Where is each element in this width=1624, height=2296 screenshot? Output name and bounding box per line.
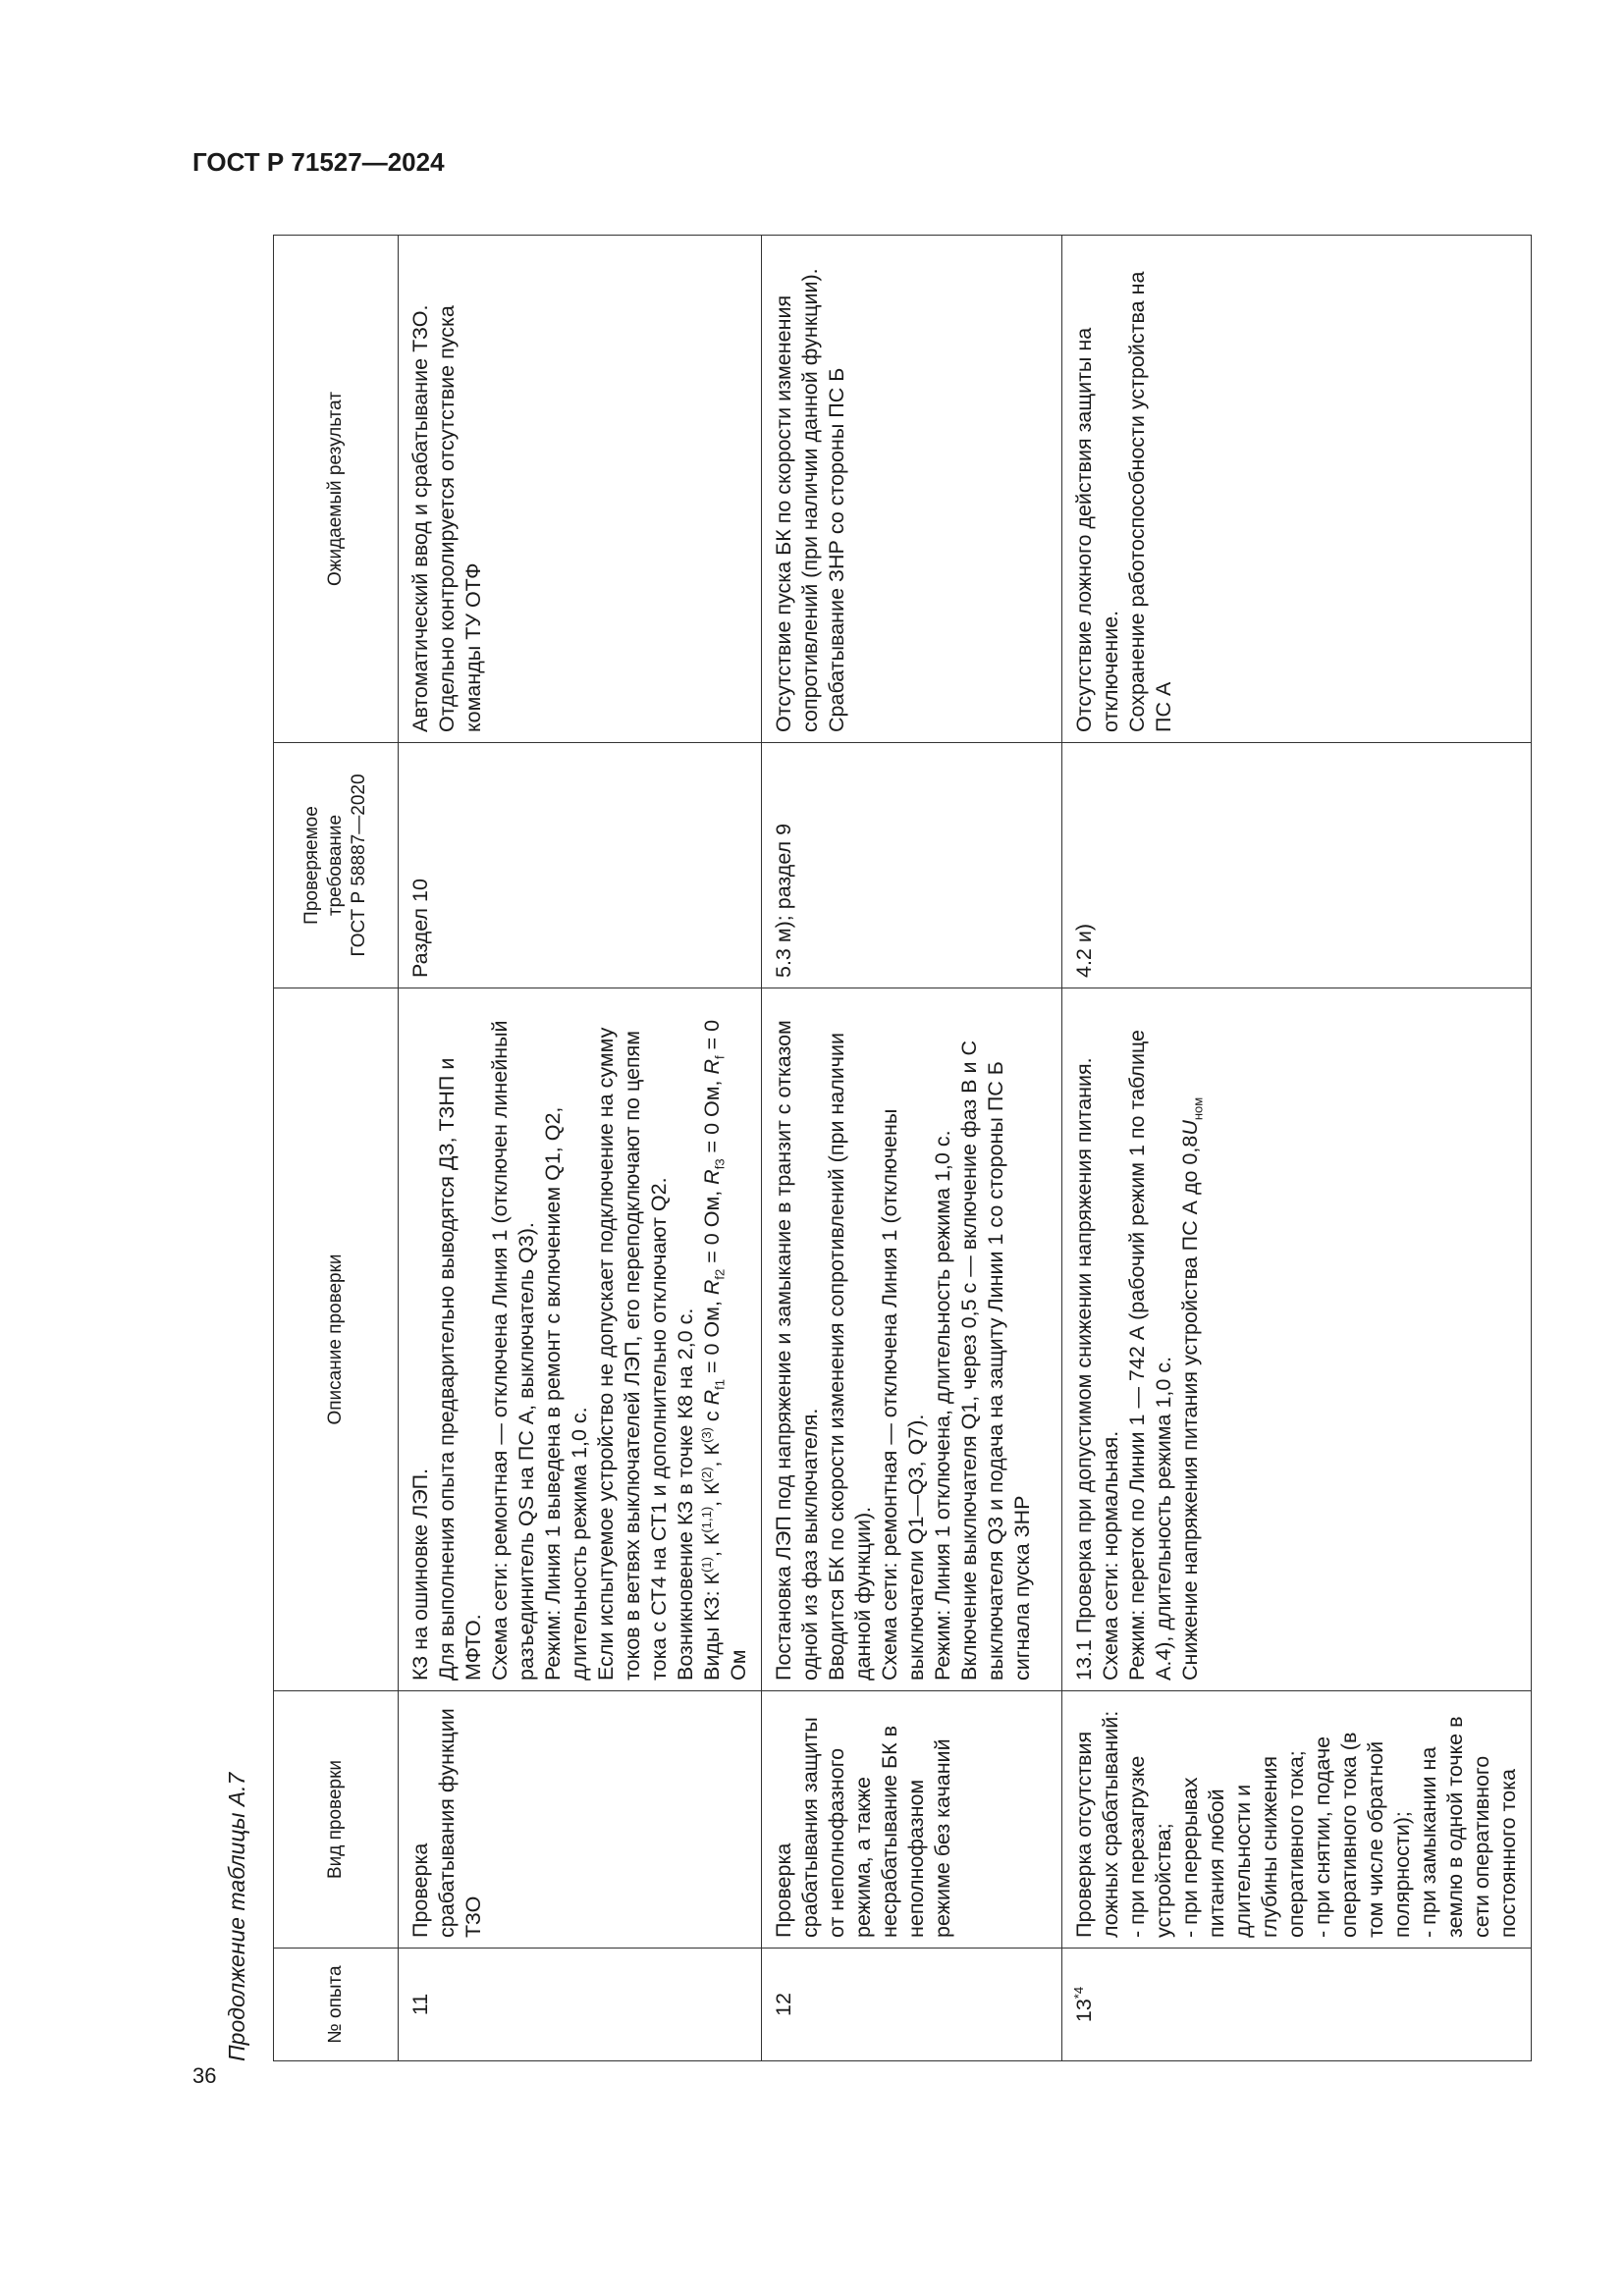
desc-p5: Включение выключателя Q1, через 0,5 с — включение фаз В и С выключателя Q3 и подача на защиту Линии 1 со стороны ПС Б сигнала пуска ЗНР — [957, 1041, 1034, 1681]
tests-table — [273, 235, 1532, 2061]
k11-sup: (1,1) — [698, 1506, 714, 1533]
desc-prep: Для выполнения опыта предварительно выводятся ДЗ, ТЗНП и МФТО. — [435, 1057, 485, 1681]
header-description: Описание проверки — [274, 988, 399, 1691]
table-header-row — [274, 236, 399, 2061]
kinds-prefix: Виды КЗ: К — [700, 1572, 724, 1681]
desc-device: Если испытуемое устройство не допускает подключение на сумму токов в ветвях выключателей ЛЭП, его переподключают по цепям тока с СТ4 на СТ1 и дополнительно отключают Q2. — [594, 1027, 671, 1681]
type-item: - при перерывах питания любой длительности и глубины снижения оперативного тока; — [1178, 1750, 1308, 1938]
desc-fault: Возникновение КЗ в точке К8 на 2,0 с. — [674, 1308, 697, 1681]
row-type: Проверка срабатывания защиты от неполнофазного режима, а также несрабатывание БК в неполнофазном режиме без качаний — [762, 1691, 1062, 1949]
desc-p1: Постановка ЛЭП под напряжение и замыкание в транзит с отказом одной из фаз выключателя. — [772, 1020, 822, 1681]
desc-scheme: Схема сети: ремонтная — отключена Линия 1 (отключен линейный разъединитель QS на ПС А, выключатель Q3). — [488, 1020, 538, 1681]
row-requirement: Раздел 10 — [399, 743, 762, 988]
k2-sup: (2) — [698, 1467, 714, 1483]
table-row — [1062, 236, 1532, 2061]
result-line1: Автоматический ввод и срабатывание ТЗО. — [408, 304, 432, 732]
row-requirement: 5.3 м); раздел 9 — [762, 743, 1062, 988]
result-line1: Отсутствие пуска БК по скорости изменения сопротивлений (при наличии данной функции). — [772, 268, 822, 732]
row-result — [399, 236, 762, 743]
table-row — [762, 236, 1062, 2061]
header-requirement-line1: Проверяемое — [301, 806, 322, 925]
desc-p4: Режим: Линия 1 отключена, длительность режима 1,0 с. — [931, 1130, 954, 1681]
table-continuation-caption: Продолжение таблицы А.7 — [224, 1772, 249, 2061]
row-number: 13$^{*4}$ — [1062, 1949, 1532, 2061]
desc-p1: 13.1 Проверка при допустимом снижении напряжения питания. — [1072, 1057, 1096, 1681]
type-item: - при снятии, подаче оперативного тока (в том числе обратной полярности); — [1311, 1732, 1414, 1938]
desc-p2: Схема сети: нормальная. — [1099, 1430, 1122, 1681]
footnote-ref: *4 — [1070, 1986, 1086, 2000]
type-item: - при замыкании на землю в одной точке в сети оперативного постоянного тока — [1417, 1716, 1520, 1938]
desc-p3: Режим: переток по Линии 1 — 742 А (рабочий режим 1 по таблице А.4), длительность режима 1,0 с. — [1125, 1030, 1175, 1681]
desc-lead: КЗ на ошиновке ЛЭП. — [408, 1468, 432, 1681]
header-requirement — [274, 743, 399, 988]
result-line1: Отсутствие ложного действия защиты на отключение. — [1072, 327, 1122, 732]
desc-p2: Вводится БК по скорости изменения сопротивлений (при наличии данной функции). — [825, 1032, 875, 1681]
k1-sup: (1) — [698, 1557, 714, 1573]
type-lead: Проверка отсутствия ложных срабатываний: — [1072, 1710, 1122, 1938]
row-description — [399, 988, 762, 1691]
document-title: ГОСТ Р 71527—2024 — [192, 147, 445, 177]
row-result — [1062, 236, 1532, 743]
row-number: 12 — [762, 1949, 1062, 2061]
row-type: Проверка срабатывания функции ТЗО — [399, 1691, 762, 1949]
rotated-table-area — [224, 236, 1520, 2061]
header-requirement-line3: ГОСТ Р 58887—2020 — [349, 774, 369, 957]
row-result — [762, 236, 1062, 743]
k3-sup: (3) — [698, 1427, 714, 1443]
row-description — [1062, 988, 1532, 1691]
page-number: 36 — [192, 2063, 217, 2088]
desc-mode: Режим: Линия 1 выведена в ремонт с включением Q1, Q2, длительность режима 1,0 с. — [541, 1106, 591, 1681]
row-type — [1062, 1691, 1532, 1949]
row-requirement: 4.2 и) — [1062, 743, 1532, 988]
result-line2: Сохранение работоспособности устройства на ПС А — [1125, 271, 1175, 732]
row-number: 11 — [399, 1949, 762, 2061]
table-row — [399, 236, 762, 2061]
header-number: № опыта — [274, 1949, 399, 2061]
row-description — [762, 988, 1062, 1691]
header-requirement-line2: требование — [325, 814, 346, 917]
result-line2: Срабатывание ЗНР со стороны ПС Б — [825, 367, 848, 732]
desc-fault-kinds: Виды КЗ: $К^{(1)}$, К$^{(1,1)}$, $К^{(2)}$, $К^{(3)}$ с $R_{f1} = 0$ Ом, $R_{f2} = 0$ Ом, $R_{f3} = 0$ Ом, $R_f = 0$ Ом — [698, 1019, 750, 1681]
desc-p3: Схема сети: ремонтная — отключена Линия 1 (отключены выключатели Q1—Q3, Q7). — [878, 1108, 928, 1681]
header-result: Ожидаемый результат — [274, 236, 399, 743]
result-line2: Отдельно контролируется отсутствие пуска команды ТУ ОТФ — [435, 305, 485, 732]
desc-p4: Снижение напряжения питания устройства ПС А до $0,8U_{ном}$ — [1178, 1096, 1206, 1681]
type-item: - при перезагрузке устройства; — [1125, 1755, 1175, 1938]
header-type: Вид проверки — [274, 1691, 399, 1949]
